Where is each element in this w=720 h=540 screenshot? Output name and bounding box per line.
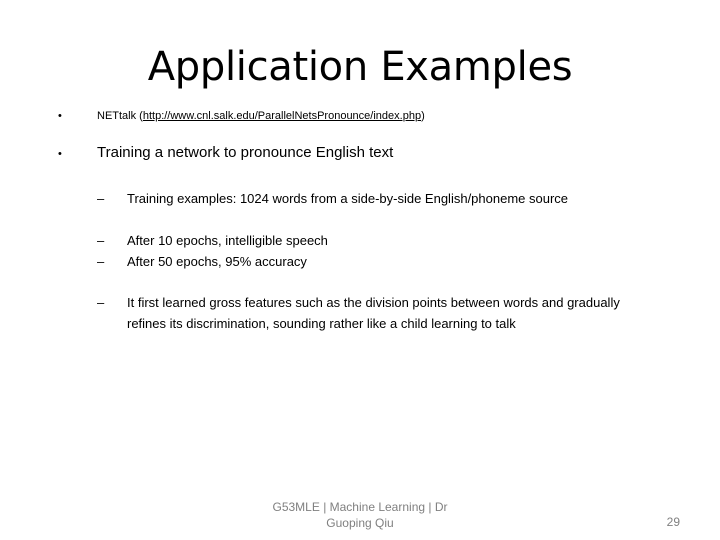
bullet-nettalk-suffix: ) <box>421 110 425 122</box>
slide-footer <box>240 499 480 531</box>
footer-line-1: G53MLE | Machine Learning | Dr <box>272 500 448 514</box>
sub-bullet-50-epochs: After 50 epochs, 95% accuracy <box>127 254 307 269</box>
bullet-nettalk-prefix: NETtalk ( <box>97 110 143 122</box>
sub-bullet-10-epochs: After 10 epochs, intelligible speech <box>127 233 328 248</box>
sub-bullet-training-examples: Training examples: 1024 words from a side-by-side English/phoneme source <box>127 191 569 206</box>
bullet-nettalk <box>97 109 425 123</box>
footer-line-2: Guoping Qiu <box>326 516 394 530</box>
sub-bullet-marker: – <box>97 254 105 269</box>
bullet-training-network: Training a network to pronounce English text <box>97 144 394 161</box>
sub-bullet-marker: – <box>97 295 105 310</box>
sub-bullet-marker: – <box>97 191 105 206</box>
nettalk-link[interactable]: http://www.cnl.salk.edu/ParallelNetsPronounce/index.php <box>142 110 422 122</box>
bullet-marker: • <box>58 148 62 160</box>
sub-bullet-learning-description: It first learned gross features such as the division points between words and gradually refines its discrimination, sounding rather like a child learning to talk <box>127 295 620 331</box>
page-number: 29 <box>666 515 680 529</box>
sub-bullet-marker: – <box>97 233 105 248</box>
slide-title: Application Examples <box>147 44 573 90</box>
bullet-marker: • <box>58 110 62 122</box>
